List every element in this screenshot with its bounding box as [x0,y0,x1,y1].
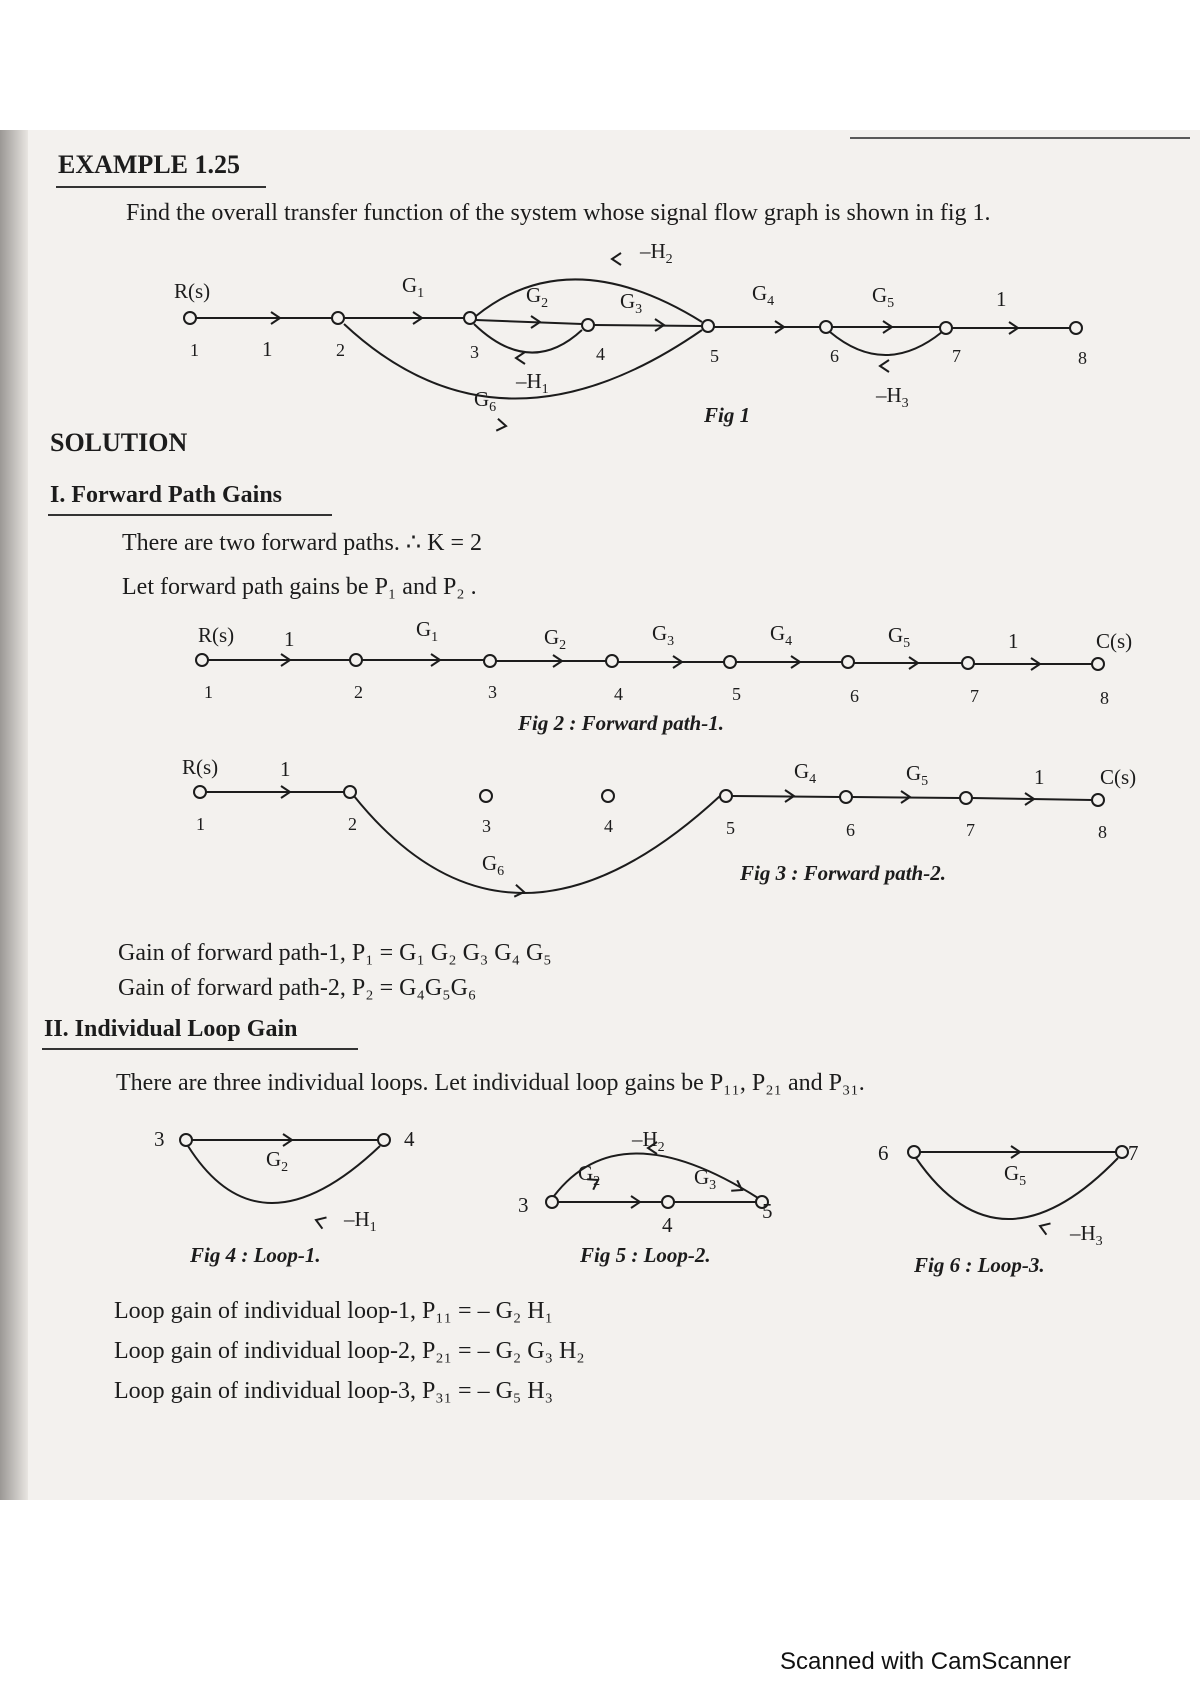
svg-text:4: 4 [614,684,623,704]
fig3-g6: G [482,851,498,875]
svg-text:8: 8 [1100,688,1109,708]
svg-text:G3: $G_3$ [694,1165,717,1193]
svg-text:G2: $G_2$ [526,283,549,311]
fig1-gain-1: 1 [262,337,273,361]
fig4-g2: G [266,1147,282,1171]
svg-text:G6: $G_6$ [474,387,497,415]
svg-text:6: 6 [878,1141,889,1165]
fig1-node-4: 4 [596,344,605,364]
fig5-caption: Fig 5 : Loop-2. [580,1243,711,1267]
loop-gain-2: Loop gain of individual loop-2, P₂₁ = – G₂ G₃ H₂ [114,1338,585,1364]
fig4-caption: Fig 4 : Loop-1. [190,1243,321,1267]
svg-text:3: 3 [518,1193,529,1217]
fig1-input-label: R(s) [174,279,211,303]
loop-gain-1: Loop gain of individual loop-1, P₁₁ = – G₂ H₁ [114,1298,553,1324]
svg-text:7: 7 [1128,1141,1139,1165]
fig3-forward-path-2 [206,786,1092,898]
svg-text:3: 3 [482,816,491,836]
fig2-g4: G [770,621,786,645]
fig3-input-label: R(s) [182,755,219,779]
fig5-g3: G [694,1165,710,1189]
svg-text:6: 6 [846,820,855,840]
svg-text:3: 3 [488,682,497,702]
fig1-g1: G [402,273,418,297]
svg-text:5: 5 [762,1199,773,1223]
svg-text:G4: $G_4$ [752,281,775,309]
svg-text:G4: $G_4$ [770,621,793,649]
gain-path1: Gain of forward path-1, P₁ = G₁ G₂ G₃ G₄ G₅ [118,940,552,966]
svg-text:–H2: $-H_2$ [632,1127,665,1155]
svg-text:4: 4 [662,1213,673,1237]
svg-text:G1: $G_1$ [416,617,439,645]
fig2-g1: G [416,617,432,641]
fig3-output-label: C(s) [1100,765,1137,789]
fig3-labels [182,755,1136,885]
fig3-nodes [194,786,1104,806]
fig1-node-5: 5 [710,346,719,366]
loop-gain-3: Loop gain of individual loop-3, P₃₁ = – G₅ H₃ [114,1378,553,1404]
svg-text:7: 7 [970,686,979,706]
fig2-input-label: R(s) [198,623,235,647]
section2-line1: There are three individual loops. Let individual loop gains be P₁₁, P₂₁ and P₃₁. [116,1070,865,1096]
svg-text:G5: $G_5$ [888,623,911,651]
svg-text:6: 6 [850,686,859,706]
fig3-g4: G [794,759,810,783]
fig2-output-label: C(s) [1096,629,1133,653]
svg-text:8: 8 [1098,822,1107,842]
fig1-node-2: 2 [336,340,345,360]
fig1-g3: G [620,289,636,313]
svg-text:G3: $G_3$ [652,621,675,649]
solution-heading: SOLUTION [50,428,188,457]
fig2-gain-1: 1 [284,627,295,651]
fig3-caption: Fig 3 : Forward path-2. [740,861,946,885]
fig6-h3: H [1080,1221,1096,1245]
fig1-node-6: 6 [830,346,839,366]
fig6-caption: Fig 6 : Loop-3. [914,1253,1045,1277]
fig1-g2: G [526,283,542,307]
fig4-h1: H [354,1207,370,1231]
svg-text:G5: $G_5$ [872,283,895,311]
fig2-caption: Fig 2 : Forward path-1. [518,711,724,735]
svg-text:4: 4 [404,1127,415,1151]
fig1-h2: H [650,239,666,263]
fig1-node-8: 8 [1078,348,1087,368]
svg-text:–H3: $-H_3$ [876,383,909,411]
fig1-g5: G [872,283,888,307]
svg-text:1: 1 [196,814,205,834]
fig1-g6: G [474,387,490,411]
svg-text:G1: $G_1$ [402,273,425,301]
fig1-gain-out: 1 [996,287,1007,311]
svg-text:G2: $G_2$ [266,1147,289,1175]
svg-text:2: 2 [348,814,357,834]
fig2-g2: G [544,625,560,649]
fig2-forward-path-1 [208,654,1092,670]
fig1-node-7: 7 [952,346,961,366]
svg-text:G6: $G_6$ [482,851,505,879]
section2-heading: II. Individual Loop Gain [44,1016,298,1042]
fig2-g5: G [888,623,904,647]
svg-text:1: 1 [204,682,213,702]
fig1-h1: H [526,369,542,393]
svg-text:5: 5 [732,684,741,704]
fig4-labels [154,1127,415,1267]
fig3-gain-1: 1 [280,757,291,781]
fig6-g5: G [1004,1161,1020,1185]
gain-path2: Gain of forward path-2, P₂ = G₄G₅G₆ [118,975,477,1001]
fig1-node-1: 1 [190,340,199,360]
scanner-watermark: Scanned with CamScanner [780,1648,1071,1675]
section1-line2: Let forward path gains be P₁ and P₂ . [122,574,477,600]
svg-text:G2: $G_2$ [544,625,567,653]
svg-text:3: 3 [154,1127,165,1151]
fig5-g2: G [578,1161,594,1185]
problem-statement: Find the overall transfer function of the system whose signal flow graph is shown in fig 1. [126,200,991,226]
svg-text:G5: $G_5$ [1004,1161,1027,1189]
fig2-labels [198,617,1132,735]
svg-text:–H1: $-H_1$ [516,369,549,397]
svg-text:–H3: $-H_3$ [1070,1221,1103,1249]
section1-heading: I. Forward Path Gains [50,482,283,508]
fig6-labels [878,1141,1139,1277]
example-title: EXAMPLE 1.25 [58,150,240,179]
section1-line1: There are two forward paths. ∴ K = 2 [122,530,483,556]
svg-text:–H1: $-H_1$ [344,1207,377,1235]
svg-text:–H2: $-H_2$ [640,239,673,267]
svg-text:5: 5 [726,818,735,838]
svg-text:7: 7 [966,820,975,840]
fig5-h2: H [642,1127,658,1151]
svg-text:G2: $G_2$ [578,1161,601,1189]
fig2-gain-out: 1 [1008,629,1019,653]
fig1-g4: G [752,281,768,305]
fig3-g5: G [906,761,922,785]
fig1-h3: H [886,383,902,407]
svg-text:G3: $G_3$ [620,289,643,317]
fig1-signal-flow-graph [196,258,1070,399]
svg-text:G5: $G_5$ [906,761,929,789]
fig1-node-3: 3 [470,342,479,362]
fig1-caption: Fig 1 [704,403,751,427]
fig2-g3: G [652,621,668,645]
svg-text:2: 2 [354,682,363,702]
svg-text:4: 4 [604,816,613,836]
svg-text:G4: $G_4$ [794,759,817,787]
fig1-nodes [184,312,1082,334]
fig3-gain-out: 1 [1034,765,1045,789]
